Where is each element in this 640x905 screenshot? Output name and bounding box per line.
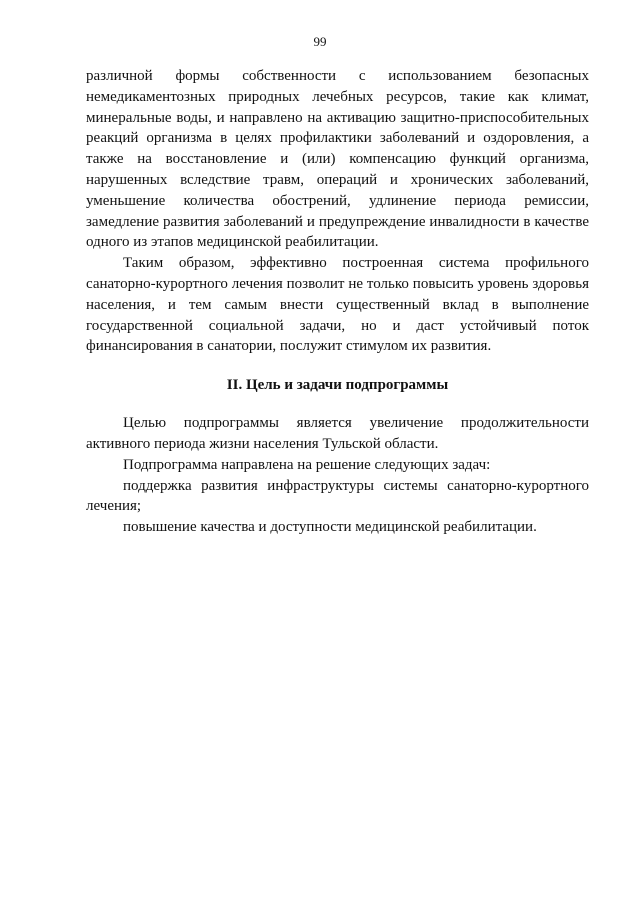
paragraph-task-1: поддержка развития инфраструктуры системы санаторно-курортного лечения; xyxy=(86,477,589,515)
document-body xyxy=(86,66,589,538)
section-heading: II. Цель и задачи подпрограммы xyxy=(226,377,449,394)
page-number: 99 xyxy=(313,34,327,49)
paragraph-goal: Целью подпрограммы является увеличение продолжительности активного периода жизни населения Тульской области. xyxy=(86,415,589,452)
paragraph-conclusion: Таким образом, эффективно построенная система профильного санаторно-курортного лечения позволит не только повысить уровень здоровья населения, и тем самым внести существенный вклад в выполнение государственной социальной задачи, но и даст устойчивый поток финансирования в санатории, послужит стимулом их развития. xyxy=(86,255,589,355)
paragraph-task-2: повышение качества и доступности медицинской реабилитации. xyxy=(123,519,537,536)
paragraph-tasks-intro: Подпрограмма направлена на решение следующих задач: xyxy=(123,456,491,473)
paragraph-continuation: различной формы собственности с использованием безопасных немедикаментозных природных лечебных ресурсов, такие как климат, минеральные воды, и направлено на активацию защитно-приспособительных реакций организма в целях профилактики заболеваний и оздоровления, а также на восстановление и (или) компенсацию функций организма, нарушенных вследствие травм, операций и хронических заболеваний, уменьшение количества обострений, удлинение периода ремиссии, замедление развития заболеваний и предупреждение инвалидности в качестве одного из этапов медицинской реабилитации. xyxy=(86,68,589,251)
